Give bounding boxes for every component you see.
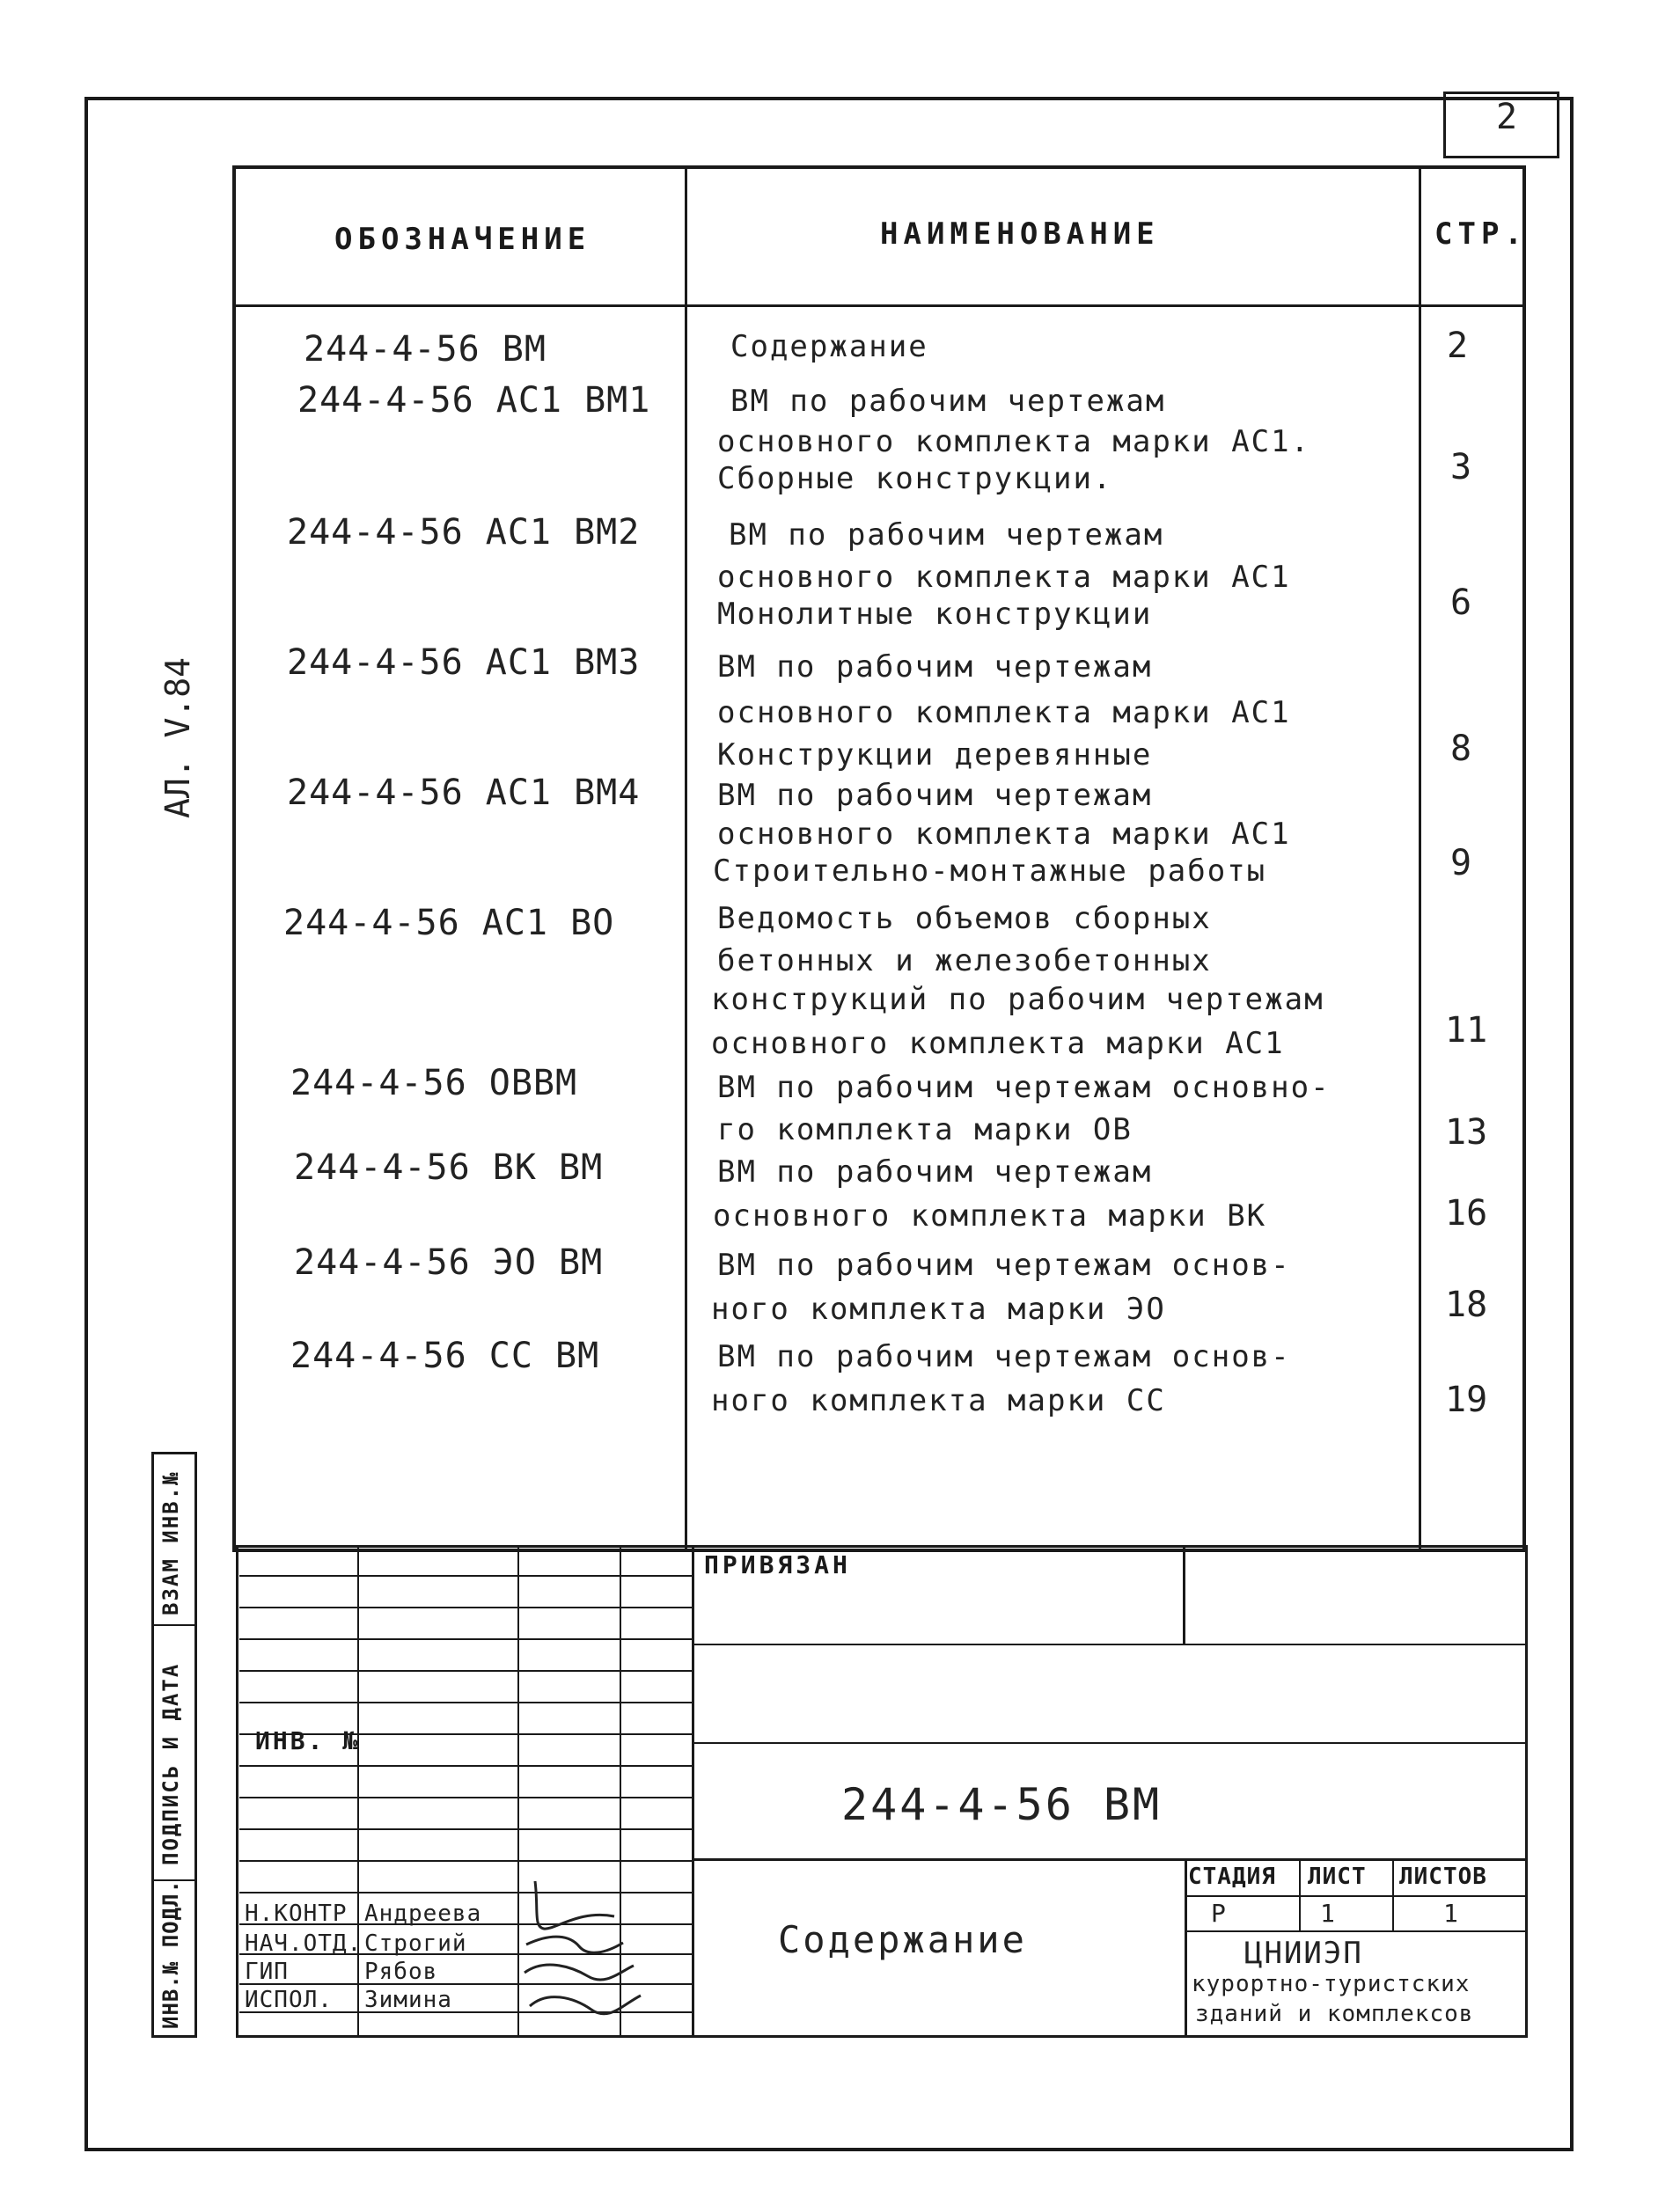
- strip-podpis: ПОДПИСЬ И ДАТА: [158, 1662, 183, 1865]
- row-code: 244-4-56 СС ВМ: [290, 1336, 600, 1376]
- row-page: 9: [1450, 843, 1472, 883]
- tb-stage-v: [1185, 1858, 1187, 2038]
- signature-name: Андреева: [364, 1901, 482, 1927]
- strip-divider: [151, 1624, 197, 1626]
- inv-no-label: ИНВ. №: [255, 1726, 361, 1755]
- tb-grid-h: [239, 1575, 692, 1577]
- margin-note: АЛ. V.84: [158, 656, 197, 818]
- row-page: 6: [1450, 582, 1472, 623]
- tb-grid-h: [239, 1670, 692, 1672]
- row-name-line: ВМ по рабочим чертежам: [717, 649, 1153, 685]
- signature-name: Зимина: [364, 1987, 452, 2013]
- row-page: 11: [1445, 1010, 1488, 1051]
- signature-role: НАЧ.ОТД.: [245, 1930, 363, 1957]
- row-code: 244-4-56 ВМ: [304, 329, 547, 370]
- sheets-header: ЛИСТОВ: [1399, 1864, 1487, 1890]
- header-page: СТР.: [1434, 216, 1528, 252]
- row-code: 244-4-56 АС1 ВМ3: [287, 642, 641, 683]
- row-name-line: Строительно-монтажные работы: [713, 853, 1267, 889]
- tb-grid-h: [239, 1607, 692, 1608]
- tb-grid-h: [239, 1828, 692, 1830]
- tb-stage-h1: [1185, 1895, 1528, 1897]
- tb-grid-h: [239, 1765, 692, 1767]
- row-name-line: ного комплекта марки СС: [711, 1383, 1166, 1418]
- sheet-number: 2: [1496, 97, 1518, 137]
- signature-role: Н.КОНТР: [245, 1901, 348, 1927]
- row-name-line: го комплекта марки ОВ: [717, 1112, 1133, 1147]
- header-name: НАИМЕНОВАНИЕ: [880, 216, 1160, 252]
- tb-grid-h: [239, 1702, 692, 1703]
- document-code: 244-4-56 ВМ: [841, 1779, 1163, 1830]
- row-page: 16: [1445, 1193, 1488, 1234]
- row-code: 244-4-56 АС1 ВО: [283, 903, 615, 943]
- header-designation: ОБОЗНАЧЕНИЕ: [334, 222, 591, 257]
- row-name-line: ВМ по рабочим чертежам основ-: [717, 1339, 1291, 1374]
- signature-scribbles: [517, 1874, 649, 2041]
- row-name-line: ВМ по рабочим чертежам: [729, 517, 1164, 553]
- organization-line: ЦНИИЭП: [1244, 1936, 1363, 1971]
- row-name-line: основного комплекта марки АС1: [717, 817, 1291, 852]
- col-divider-1: [685, 165, 687, 1552]
- row-code: 244-4-56 ВК ВМ: [294, 1147, 604, 1188]
- row-page: 3: [1450, 447, 1472, 487]
- strip-vzam: ВЗАМ ИНВ.№: [158, 1470, 183, 1615]
- tb-grid-v: [357, 1545, 359, 2038]
- col-divider-2: [1419, 165, 1421, 1552]
- tb-privyazan-h: [692, 1644, 1528, 1645]
- row-name-line: основного комплекта марки АС1: [711, 1026, 1285, 1061]
- row-name-line: Содержание: [730, 329, 928, 364]
- tb-privyazan-v: [1183, 1545, 1185, 1644]
- row-name-line: Монолитные конструкции: [717, 597, 1153, 632]
- row-page: 13: [1445, 1112, 1488, 1153]
- row-name-line: ВМ по рабочим чертежам: [717, 1154, 1153, 1190]
- privyazan-label: ПРИВЯЗАН: [704, 1550, 851, 1579]
- signature-name: Строгий: [364, 1930, 467, 1957]
- tb-code-top: [692, 1742, 1528, 1744]
- row-name-line: основного комплекта марки АС1: [717, 695, 1291, 730]
- tb-grid-h: [239, 1638, 692, 1640]
- row-name-line: основного комплекта марки АС1: [717, 560, 1291, 595]
- row-name-line: конструкций по рабочим чертежам: [711, 982, 1324, 1017]
- organization-line: зданий и комплексов: [1195, 2001, 1474, 2027]
- header-divider: [232, 304, 1526, 307]
- tb-code-bottom: [692, 1858, 1528, 1861]
- row-page: 19: [1445, 1380, 1488, 1420]
- row-name-line: ВМ по рабочим чертежам: [717, 778, 1153, 813]
- signature-role: ГИП: [245, 1959, 289, 1985]
- organization-line: курортно-туристских: [1192, 1971, 1471, 1997]
- tb-grid-h: [239, 1860, 692, 1862]
- row-name-line: ного комплекта марки ЭО: [711, 1292, 1166, 1327]
- stage-header: СТАДИЯ: [1188, 1864, 1276, 1890]
- row-name-line: Сборные конструкции.: [717, 461, 1113, 496]
- row-page: 2: [1447, 326, 1469, 366]
- row-name-line: бетонных и железобетонных: [717, 943, 1212, 978]
- tb-stage-h2: [1185, 1930, 1528, 1932]
- row-name-line: ВМ по рабочим чертежам: [730, 384, 1166, 419]
- tb-stage-v2: [1299, 1858, 1301, 1930]
- sheet-title: Содержание: [778, 1918, 1027, 1961]
- row-name-line: основного комплекта марки ВК: [713, 1198, 1267, 1234]
- row-code: 244-4-56 АС1 ВМ1: [297, 380, 651, 421]
- row-page: 8: [1450, 729, 1472, 769]
- tb-stage-v3: [1392, 1858, 1394, 1930]
- sheets-value: 1: [1443, 1899, 1458, 1928]
- row-code: 244-4-56 ОВВМ: [290, 1063, 578, 1103]
- row-code: 244-4-56 АС1 ВМ4: [287, 773, 641, 813]
- strip-inv-podl: ИНВ.№ ПОДЛ.: [158, 1879, 183, 2029]
- tb-grid-h: [239, 1797, 692, 1798]
- stage-value: Р: [1211, 1899, 1226, 1928]
- signature-name: Рябов: [364, 1959, 438, 1985]
- row-name-line: Конструкции деревянные: [717, 737, 1153, 773]
- row-name-line: ВМ по рабочим чертежам основ-: [717, 1248, 1291, 1283]
- row-code: 244-4-56 ЭО ВМ: [294, 1242, 604, 1283]
- row-name-line: Ведомость объемов сборных: [717, 901, 1212, 936]
- row-name-line: основного комплекта марки АС1.: [717, 424, 1311, 459]
- signature-role: ИСПОЛ.: [245, 1987, 333, 2013]
- row-page: 18: [1445, 1285, 1488, 1325]
- tb-main-v: [692, 1545, 694, 2038]
- row-code: 244-4-56 АС1 ВМ2: [287, 512, 641, 553]
- row-name-line: ВМ по рабочим чертежам основно-: [717, 1070, 1331, 1105]
- sheet-header: ЛИСТ: [1308, 1864, 1367, 1890]
- sheet-value: 1: [1320, 1899, 1335, 1928]
